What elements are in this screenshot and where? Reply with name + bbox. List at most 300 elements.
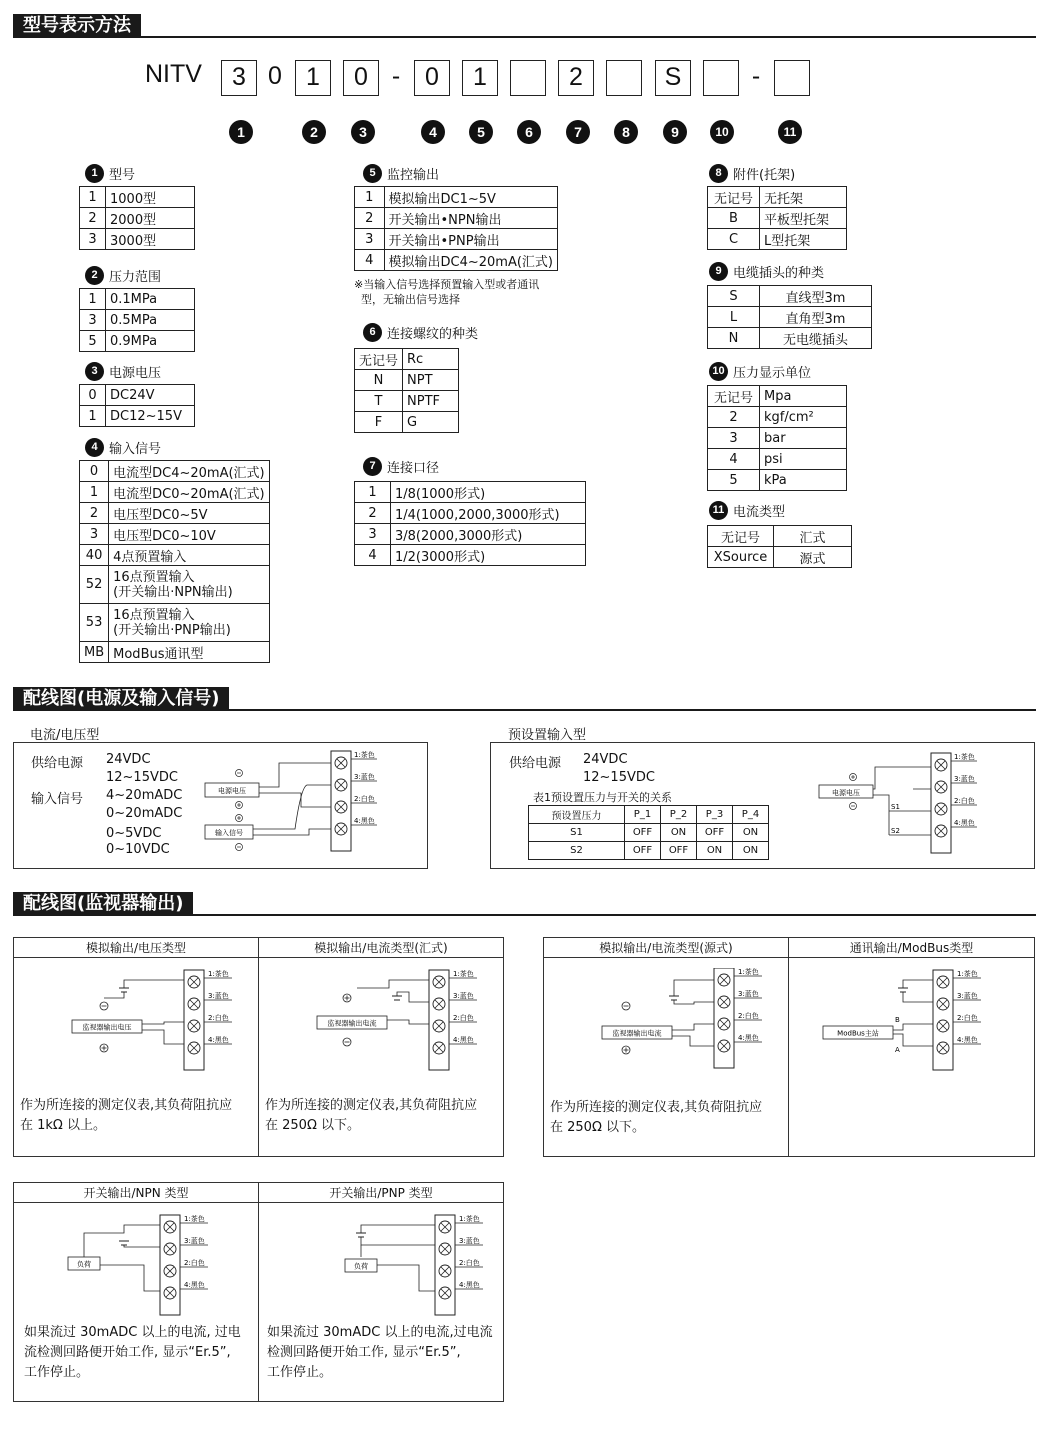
table-row bbox=[80, 208, 195, 229]
code-cell: 2 bbox=[80, 208, 106, 229]
supply-v1: 24VDC bbox=[106, 752, 151, 767]
table-row bbox=[708, 286, 872, 307]
terminal-label: 1:茶色 bbox=[954, 753, 975, 761]
table-cell: OFF bbox=[625, 824, 661, 842]
code-cell: 4 bbox=[708, 449, 760, 470]
code-cell: 无记号 bbox=[355, 349, 403, 370]
code-cell: 1 bbox=[355, 187, 385, 208]
code-char bbox=[703, 60, 739, 96]
wire bbox=[361, 1225, 435, 1233]
terminal-label: 1:茶色 bbox=[459, 1215, 480, 1223]
terminal-label: 2:白色 bbox=[184, 1259, 205, 1267]
wire bbox=[100, 1265, 160, 1291]
code-char: - bbox=[391, 62, 401, 90]
value-cell: 电流型DC0~20mA(汇式) bbox=[109, 482, 270, 503]
modbus-b-label: B bbox=[895, 1016, 900, 1024]
table-cell: ON bbox=[733, 824, 769, 842]
table-row bbox=[355, 482, 586, 503]
terminal-label: 4:黑色 bbox=[459, 1281, 480, 1289]
power-box-label: 电源电压 bbox=[832, 789, 860, 797]
value-cell: kPa bbox=[760, 470, 847, 491]
table-row bbox=[80, 545, 270, 566]
table-row bbox=[80, 406, 195, 427]
table-2-heading bbox=[85, 266, 161, 285]
table-row bbox=[80, 310, 195, 331]
monitor-cell-4 bbox=[788, 937, 1035, 1157]
value-cell: 1000型 bbox=[106, 187, 195, 208]
table-model bbox=[79, 186, 195, 250]
code-cell: 1 bbox=[355, 482, 391, 503]
table-row bbox=[708, 187, 847, 208]
supply-label: 供给电源 bbox=[31, 756, 84, 771]
modbus-a-label: A bbox=[895, 1046, 900, 1054]
terminal-label: 2:白色 bbox=[459, 1259, 480, 1267]
code-marker-icon: 7 bbox=[566, 120, 590, 144]
table-row bbox=[355, 412, 459, 433]
table-row bbox=[708, 547, 852, 568]
table-row bbox=[355, 349, 459, 370]
terminal-label: 3:蓝色 bbox=[354, 773, 375, 781]
code-char: 0 bbox=[268, 62, 282, 90]
table-row bbox=[708, 307, 872, 328]
table-row bbox=[708, 449, 847, 470]
value-cell: G bbox=[403, 412, 459, 433]
terminal-label: 4:黑色 bbox=[354, 817, 375, 825]
cell-6-title: 开关输出/PNP 类型 bbox=[259, 1183, 503, 1203]
table-row bbox=[355, 229, 558, 250]
table-3-heading bbox=[85, 362, 161, 381]
value-cell: 无托架 bbox=[760, 187, 847, 208]
table-cell: OFF bbox=[697, 824, 733, 842]
code-char: S bbox=[655, 60, 691, 96]
cell-2-desc: 作为所连接的测定仪表,其负荷阻抗应 在 250Ω 以下。 bbox=[265, 1098, 478, 1133]
table-5-title: 监控输出 bbox=[387, 168, 440, 183]
value-cell: kgf/cm² bbox=[760, 407, 847, 428]
value-cell: 模拟输出DC4~20mA(汇式) bbox=[384, 250, 558, 271]
value-cell: 3000型 bbox=[106, 229, 195, 250]
marker-4-icon: 4 bbox=[85, 438, 104, 457]
value-cell: 直角型3m bbox=[760, 307, 872, 328]
value-cell: DC12~15V bbox=[106, 406, 195, 427]
code-marker-icon: 11 bbox=[778, 120, 802, 144]
device-box-label: 负荷 bbox=[77, 1260, 91, 1269]
terminal-label: 1:茶色 bbox=[184, 1215, 205, 1223]
monitor-cell-1 bbox=[13, 937, 259, 1157]
monitor-cell-6 bbox=[258, 1182, 504, 1402]
code-cell: 3 bbox=[80, 310, 106, 331]
code-cell: T bbox=[355, 391, 403, 412]
cell-6-desc: 如果流过 30mADC 以上的电流,过电流 检测回路便开始工作, 显示“Er.5”, 工作停止。 bbox=[267, 1325, 493, 1380]
table-3-title: 电源电压 bbox=[109, 366, 162, 381]
table-5-note: ※当输入信号选择预置输入型或者通讯 型，无输出信号选择 bbox=[354, 278, 540, 306]
value-cell: 0.1MPa bbox=[106, 289, 195, 310]
terminal-label: 4:黑色 bbox=[453, 1036, 474, 1044]
wire bbox=[377, 1265, 435, 1291]
wire bbox=[672, 1024, 714, 1030]
wiring1-title: 电流/电压型 bbox=[30, 728, 100, 743]
code-cell: 2 bbox=[708, 407, 760, 428]
code-cell: 2 bbox=[355, 503, 391, 524]
terminal-label: 2:白色 bbox=[954, 797, 975, 805]
cell-3-title: 模拟输出/电流类型(源式) bbox=[544, 938, 788, 958]
code-cell: 2 bbox=[355, 208, 385, 229]
code-char: - bbox=[751, 62, 761, 90]
table-row bbox=[355, 187, 558, 208]
section-rule bbox=[13, 709, 1036, 711]
table-monitor-output bbox=[354, 186, 558, 271]
table-2-title: 压力范围 bbox=[109, 270, 162, 285]
terminal-label: 3:蓝色 bbox=[459, 1237, 480, 1245]
wire bbox=[674, 980, 714, 996]
value-cell: 汇式 bbox=[774, 526, 852, 547]
value-cell: 1/8(1000形式) bbox=[391, 482, 586, 503]
cell-6-diagram bbox=[309, 1207, 499, 1327]
table-row bbox=[80, 385, 195, 406]
wire bbox=[106, 1225, 160, 1233]
table-11-heading bbox=[709, 501, 785, 520]
table-8-heading bbox=[709, 164, 795, 183]
terminal-label: 3:蓝色 bbox=[957, 992, 978, 1000]
cell-2-title: 模拟输出/电流类型(汇式) bbox=[259, 938, 503, 958]
wiring1-panel bbox=[13, 742, 428, 869]
value-cell: Mpa bbox=[760, 386, 847, 407]
monitor-cell-5 bbox=[13, 1182, 259, 1402]
wire bbox=[357, 980, 429, 988]
code-cell: C bbox=[708, 229, 760, 250]
code-char: 2 bbox=[558, 60, 594, 96]
code-marker-icon: 5 bbox=[469, 120, 493, 144]
value-cell: 直线型3m bbox=[760, 286, 872, 307]
supply-v2: 12~15VDC bbox=[583, 770, 655, 785]
terminal-label: 3:蓝色 bbox=[453, 992, 474, 1000]
table-cell: OFF bbox=[625, 842, 661, 860]
marker-2-icon: 2 bbox=[85, 266, 104, 285]
code-cell: N bbox=[708, 328, 760, 349]
wire bbox=[672, 1036, 714, 1046]
code-cell: L bbox=[708, 307, 760, 328]
code-marker-icon: 1 bbox=[229, 120, 253, 144]
table-row bbox=[529, 824, 769, 842]
input-2: 0~20mADC bbox=[106, 806, 183, 821]
value-cell: 电压型DC0~10V bbox=[109, 524, 270, 545]
code-marker-icon: 10 bbox=[710, 120, 734, 144]
wiring1-diagram bbox=[199, 747, 399, 863]
table-row bbox=[708, 526, 852, 547]
cell-4-title: 通讯输出/ModBus类型 bbox=[789, 938, 1034, 958]
terminal-label: 4:黑色 bbox=[208, 1036, 229, 1044]
table-cable bbox=[707, 285, 872, 349]
wire bbox=[387, 1020, 429, 1024]
table-row bbox=[708, 386, 847, 407]
table-header-row bbox=[529, 806, 769, 824]
code-marker-icon: 3 bbox=[351, 120, 375, 144]
value-cell: NPTF bbox=[403, 391, 459, 412]
table-row bbox=[355, 391, 459, 412]
wiring2-title: 预设置输入型 bbox=[508, 728, 587, 743]
value-cell: 16点预置输入 (开关输出·NPN输出) bbox=[109, 566, 270, 604]
code-cell: 1 bbox=[80, 187, 106, 208]
wire bbox=[903, 992, 933, 1002]
supply-v2: 12~15VDC bbox=[106, 770, 178, 785]
terminal-label: 3:蓝色 bbox=[208, 992, 229, 1000]
terminal-label: 3:蓝色 bbox=[954, 775, 975, 783]
code-cell: N bbox=[355, 370, 403, 391]
table-1-heading bbox=[85, 164, 135, 183]
marker-7-icon: 7 bbox=[363, 457, 382, 476]
power-box-label: 电源电压 bbox=[218, 787, 246, 795]
table-6-heading bbox=[363, 323, 478, 342]
wire bbox=[142, 1022, 184, 1024]
wire bbox=[893, 1034, 933, 1046]
value-cell: 4点预置输入 bbox=[109, 545, 270, 566]
preset-table-title: 表1预设置压力与开关的关系 bbox=[533, 791, 672, 804]
device-box-label: 负荷 bbox=[354, 1262, 368, 1271]
marker-1-icon: 1 bbox=[85, 164, 104, 183]
table-7-title: 连接口径 bbox=[387, 461, 440, 476]
input-box-label: 输入信号 bbox=[215, 829, 243, 837]
terminal-label: 3:蓝色 bbox=[738, 990, 759, 998]
supply-v1: 24VDC bbox=[583, 752, 628, 767]
terminal-label: 4:黑色 bbox=[954, 819, 975, 827]
code-cell: 3 bbox=[80, 229, 106, 250]
table-row bbox=[355, 370, 459, 391]
value-cell: psi bbox=[760, 449, 847, 470]
cell-1-desc: 作为所连接的测定仪表,其负荷阻抗应 在 1kΩ 以上。 bbox=[20, 1098, 233, 1133]
terminal-label: 1:茶色 bbox=[957, 970, 978, 978]
code-char: 1 bbox=[295, 60, 331, 96]
table-cell: OFF bbox=[661, 842, 697, 860]
terminal-label: 4:黑色 bbox=[957, 1036, 978, 1044]
code-char bbox=[606, 60, 642, 96]
wire bbox=[124, 1245, 160, 1247]
wire bbox=[124, 980, 184, 988]
wire bbox=[674, 1000, 714, 1004]
table-row bbox=[355, 208, 558, 229]
terminal-label: 2:白色 bbox=[957, 1014, 978, 1022]
code-cell: XSource bbox=[708, 547, 774, 568]
code-cell: MB bbox=[80, 642, 109, 663]
value-cell: 3/8(2000,3000形式) bbox=[391, 524, 586, 545]
code-cell: 无记号 bbox=[708, 526, 774, 547]
table-4-heading bbox=[85, 438, 161, 457]
code-marker-icon: 2 bbox=[302, 120, 326, 144]
value-cell: DC24V bbox=[106, 385, 195, 406]
table-row bbox=[80, 229, 195, 250]
terminal-label: 2:白色 bbox=[208, 1014, 229, 1022]
wire bbox=[84, 1233, 106, 1257]
terminal-label: 2:白色 bbox=[738, 1012, 759, 1020]
terminal-label: 1:茶色 bbox=[738, 968, 759, 976]
value-cell: 0.9MPa bbox=[106, 331, 195, 352]
value-cell: bar bbox=[760, 428, 847, 449]
code-marker-icon: 6 bbox=[517, 120, 541, 144]
table-10-heading bbox=[709, 362, 811, 381]
code-cell: 3 bbox=[355, 524, 391, 545]
terminal-label: 2:白色 bbox=[354, 795, 375, 803]
code-cell: 3 bbox=[708, 428, 760, 449]
code-cell: 1 bbox=[80, 482, 109, 503]
table-voltage bbox=[79, 384, 195, 427]
table-row bbox=[708, 428, 847, 449]
code-char: 3 bbox=[221, 60, 257, 96]
table-row bbox=[708, 208, 847, 229]
device-box-label: 监视器输出电流 bbox=[327, 1019, 377, 1028]
cell-1-diagram bbox=[64, 962, 254, 1082]
value-cell: 平板型托架 bbox=[760, 208, 847, 229]
section-rule bbox=[13, 914, 1036, 916]
value-cell: 模拟输出DC1~5V bbox=[384, 187, 558, 208]
value-cell: 16点预置输入 (开关输出·PNP输出) bbox=[109, 604, 270, 642]
code-cell: 1 bbox=[80, 289, 106, 310]
code-char: 0 bbox=[343, 60, 379, 96]
code-char: 0 bbox=[414, 60, 450, 96]
code-prefix: NITV bbox=[145, 60, 202, 88]
value-cell: 1/4(1000,2000,3000形式) bbox=[391, 503, 586, 524]
cell-5-title: 开关输出/NPN 类型 bbox=[14, 1183, 258, 1203]
table-pressure bbox=[79, 288, 195, 352]
code-cell: 40 bbox=[80, 545, 109, 566]
table-current-type bbox=[707, 525, 852, 568]
value-cell: 1/2(3000形式) bbox=[391, 545, 586, 566]
marker-8-icon: 8 bbox=[709, 164, 728, 183]
table-row bbox=[529, 842, 769, 860]
table-4-title: 输入信号 bbox=[109, 442, 162, 457]
table-cell: S2 bbox=[529, 842, 625, 860]
table-row bbox=[708, 407, 847, 428]
wiring2-diagram bbox=[813, 745, 1023, 865]
section-title-wiring-power: 配线图(电源及输入信号) bbox=[13, 687, 229, 711]
table-row bbox=[80, 604, 270, 642]
wire bbox=[361, 1237, 435, 1245]
code-marker-icon: 8 bbox=[614, 120, 638, 144]
cell-1-title: 模拟输出/电压类型 bbox=[14, 938, 258, 958]
marker-10-icon: 10 bbox=[709, 362, 728, 381]
code-cell: 53 bbox=[80, 604, 109, 642]
header-cell: P_2 bbox=[661, 806, 697, 824]
value-cell: 开关输出•PNP输出 bbox=[384, 229, 558, 250]
switch-s1-label: S1 bbox=[891, 803, 900, 811]
table-row bbox=[80, 642, 270, 663]
section-title-wiring-monitor: 配线图(监视器输出) bbox=[13, 892, 193, 916]
code-char: 1 bbox=[462, 60, 498, 96]
marker-3-icon: 3 bbox=[85, 362, 104, 381]
table-cell: ON bbox=[661, 824, 697, 842]
input-4: 0~10VDC bbox=[106, 842, 170, 857]
value-cell: L型托架 bbox=[760, 229, 847, 250]
terminal-label: 3:蓝色 bbox=[184, 1237, 205, 1245]
code-cell: 4 bbox=[355, 250, 385, 271]
table-input bbox=[79, 460, 270, 663]
preset-table bbox=[528, 805, 769, 860]
code-cell: 3 bbox=[355, 229, 385, 250]
code-cell: 5 bbox=[708, 470, 760, 491]
table-row bbox=[708, 229, 847, 250]
value-cell: 电流型DC4~20mA(汇式) bbox=[109, 461, 270, 482]
value-cell: 开关输出•NPN输出 bbox=[384, 208, 558, 229]
wire bbox=[397, 992, 429, 1002]
table-row bbox=[355, 503, 586, 524]
value-cell: 0.5MPa bbox=[106, 310, 195, 331]
code-marker-icon: 4 bbox=[421, 120, 445, 144]
terminal-label: 1:茶色 bbox=[453, 970, 474, 978]
table-bracket bbox=[707, 186, 847, 250]
input-3: 0~5VDC bbox=[106, 826, 162, 841]
code-cell: 无记号 bbox=[708, 386, 760, 407]
code-cell: 无记号 bbox=[708, 187, 760, 208]
table-row bbox=[80, 482, 270, 503]
marker-11-icon: 11 bbox=[709, 501, 728, 520]
terminal-label: 4:黑色 bbox=[184, 1281, 205, 1289]
code-cell: 5 bbox=[80, 331, 106, 352]
table-5-heading bbox=[363, 164, 439, 183]
value-cell: 源式 bbox=[774, 547, 852, 568]
device-box-label: 监视器输出电压 bbox=[82, 1023, 132, 1032]
wire bbox=[104, 992, 124, 998]
terminal-label: 1:茶色 bbox=[354, 751, 375, 759]
supply-label: 供给电源 bbox=[509, 756, 562, 771]
code-cell: 3 bbox=[80, 524, 109, 545]
table-9-title: 电缆插头的种类 bbox=[733, 266, 825, 281]
wire bbox=[903, 980, 933, 988]
table-10-title: 压力显示单位 bbox=[733, 366, 812, 381]
value-cell: NPT bbox=[403, 370, 459, 391]
table-6-title: 连接螺纹的种类 bbox=[387, 327, 479, 342]
marker-9-icon: 9 bbox=[709, 262, 728, 281]
table-row bbox=[80, 289, 195, 310]
code-cell: 0 bbox=[80, 461, 109, 482]
table-7-heading bbox=[363, 457, 439, 476]
terminal-label: 2:白色 bbox=[453, 1014, 474, 1022]
cell-3-desc: 作为所连接的测定仪表,其负荷阻抗应 在 250Ω 以下。 bbox=[550, 1100, 763, 1135]
cell-5-desc: 如果流过 30mADC 以上的电流, 过电 流检测回路便开始工作, 显示“Er.5”, 工作停止。 bbox=[24, 1325, 241, 1380]
input-label: 输入信号 bbox=[31, 792, 84, 807]
table-9-heading bbox=[709, 262, 824, 281]
section-title-model: 型号表示方法 bbox=[13, 14, 141, 38]
wire bbox=[142, 1030, 184, 1044]
code-char bbox=[774, 60, 810, 96]
monitor-cell-2 bbox=[258, 937, 504, 1157]
code-cell: B bbox=[708, 208, 760, 229]
table-unit bbox=[707, 385, 847, 491]
code-marker-icon: 9 bbox=[663, 120, 687, 144]
code-cell: F bbox=[355, 412, 403, 433]
device-box-label: ModBus主站 bbox=[837, 1029, 879, 1038]
table-row bbox=[355, 524, 586, 545]
header-cell: P_1 bbox=[625, 806, 661, 824]
table-row bbox=[355, 545, 586, 566]
marker-5-icon: 5 bbox=[363, 164, 382, 183]
code-cell: 4 bbox=[355, 545, 391, 566]
header-cell: P_4 bbox=[733, 806, 769, 824]
code-cell: 0 bbox=[80, 385, 106, 406]
value-cell: 无电缆插头 bbox=[760, 328, 872, 349]
table-row bbox=[80, 503, 270, 524]
table-cell: ON bbox=[697, 842, 733, 860]
marker-6-icon: 6 bbox=[363, 323, 382, 342]
table-8-title: 附件(托架) bbox=[733, 168, 796, 183]
table-cell: ON bbox=[733, 842, 769, 860]
table-row bbox=[80, 566, 270, 604]
device-box-label: 监视器输出电流 bbox=[612, 1029, 662, 1038]
table-row bbox=[80, 331, 195, 352]
code-cell: 2 bbox=[80, 503, 109, 524]
code-cell: 52 bbox=[80, 566, 109, 604]
value-cell: 电压型DC0~5V bbox=[109, 503, 270, 524]
wire bbox=[893, 1024, 933, 1030]
switch-s2-label: S2 bbox=[891, 827, 900, 835]
table-row bbox=[80, 187, 195, 208]
table-port bbox=[354, 481, 586, 566]
